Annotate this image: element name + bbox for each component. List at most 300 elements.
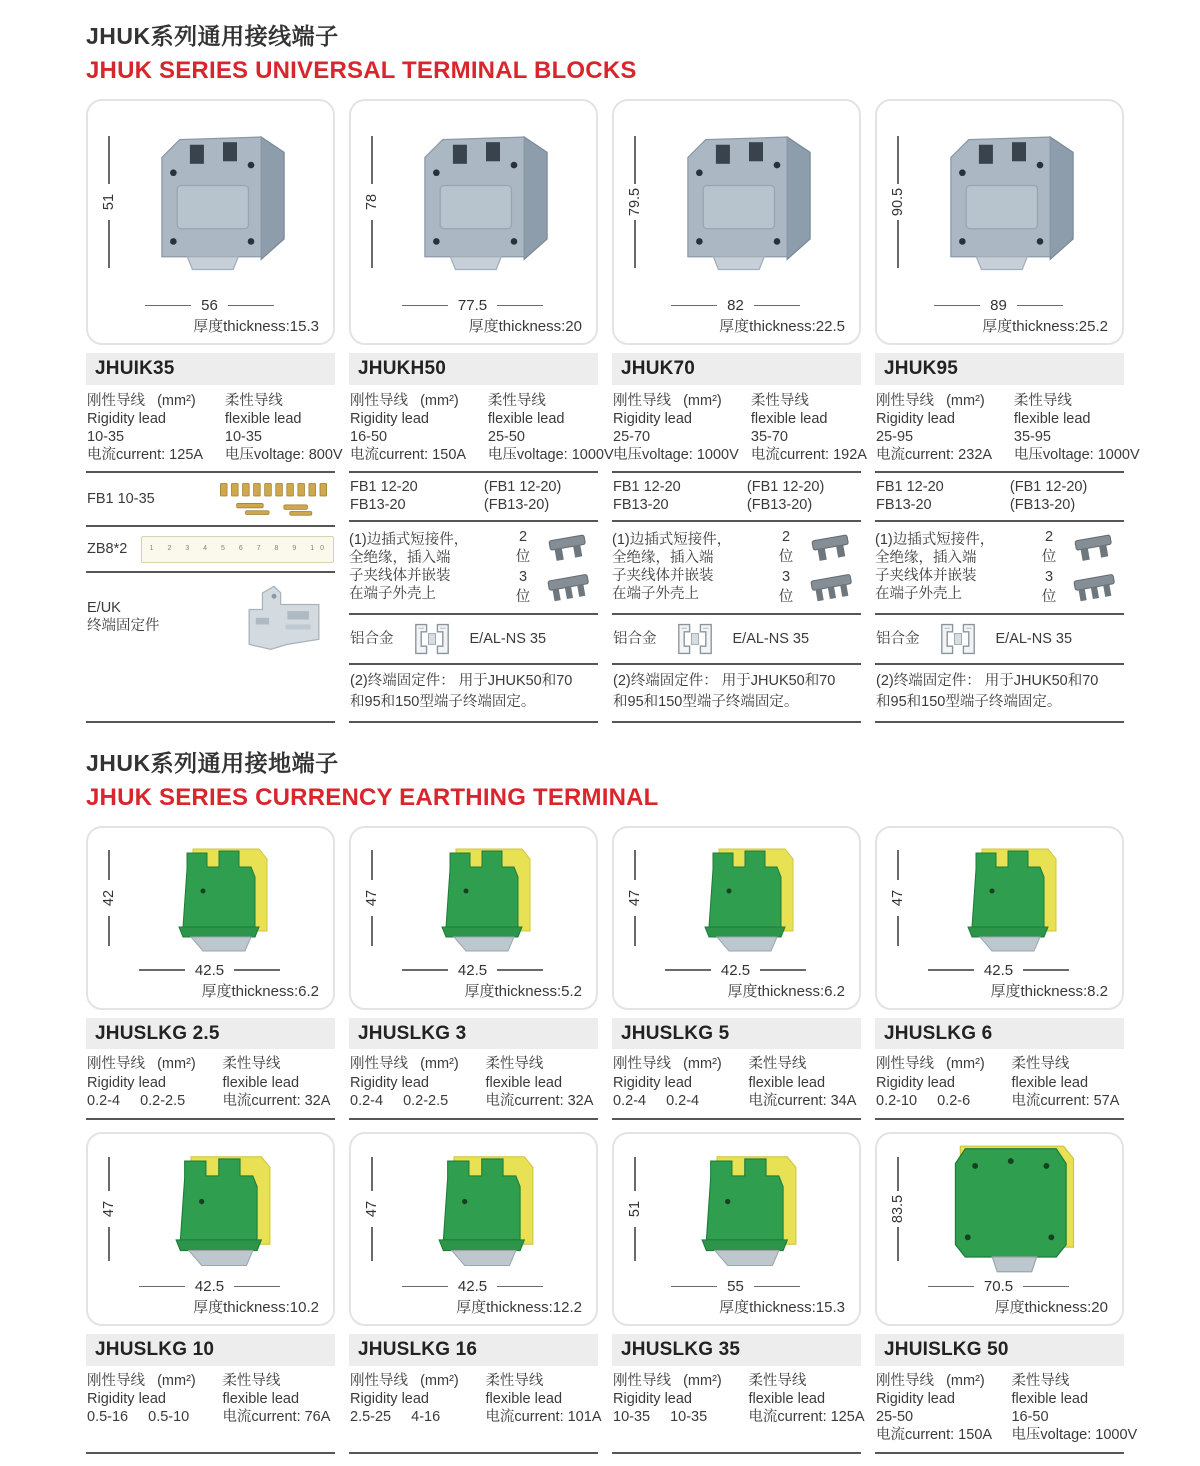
fb-code: FB1 12-20 bbox=[350, 479, 418, 496]
rigid-lead-col bbox=[87, 392, 221, 465]
dimension-line bbox=[108, 136, 110, 184]
height-dimension bbox=[96, 1157, 122, 1261]
rigid-lead-col: 刚性导线 (mm²) Rigidity lead 0.2-4 0.2-2.5 bbox=[350, 1056, 459, 1109]
dimension-line bbox=[371, 916, 373, 946]
voltage-rating: 电压voltage: 1000V bbox=[613, 447, 739, 464]
lead-specs bbox=[349, 1049, 598, 1117]
spec-table-jhuslkg35 bbox=[612, 1334, 865, 1454]
lead-specs bbox=[349, 1366, 602, 1434]
alloy-code: E/AL-NS 35 bbox=[732, 630, 810, 647]
jumper-3pole-icon bbox=[1071, 571, 1119, 603]
height-value: 42 bbox=[100, 889, 117, 906]
fb-code: FB1 12-20 bbox=[613, 479, 681, 496]
lead-specs bbox=[349, 385, 614, 472]
current-rating: 电流current: 232A bbox=[876, 447, 993, 464]
alloy-code: E/AL-NS 35 bbox=[995, 630, 1073, 647]
flex-range: 10-35 bbox=[670, 1408, 708, 1425]
dimension-line bbox=[934, 305, 980, 307]
section-universal bbox=[86, 18, 1140, 723]
voltage-rating: 电压voltage: 1000V bbox=[1013, 447, 1140, 464]
width-dimension bbox=[359, 1278, 586, 1295]
height-dimension bbox=[359, 1157, 385, 1261]
height-dimension bbox=[359, 850, 385, 946]
lead-specs bbox=[875, 385, 1140, 472]
lead-specs bbox=[612, 1049, 861, 1117]
product-image-card-jhuslkg10 bbox=[86, 1132, 335, 1326]
rigid-lead-cn: 刚性导线 bbox=[613, 392, 671, 409]
fb-code: FB13-20 bbox=[876, 497, 932, 514]
height-dimension bbox=[622, 1157, 648, 1261]
fb-code: (FB13-20) bbox=[746, 497, 813, 514]
dimension-line bbox=[897, 916, 899, 946]
dimension-line bbox=[145, 305, 191, 307]
dimension-line bbox=[1017, 305, 1063, 307]
flex-range: 0.5-10 bbox=[148, 1408, 190, 1425]
rigid-range: 10-35 bbox=[87, 429, 125, 445]
dimension-line bbox=[402, 969, 448, 971]
fb-right bbox=[484, 478, 598, 514]
rigid-lead-col: 刚性导线 (mm²) Rigidity lead 2.5-25 4-16 bbox=[350, 1372, 459, 1425]
zb8-accessory-row bbox=[86, 527, 335, 571]
rigid-lead-col bbox=[876, 392, 1010, 465]
fb-accessory-row bbox=[349, 473, 598, 519]
height-value: 47 bbox=[363, 1200, 380, 1217]
bridge-qty: 2 位 3 位 bbox=[1041, 528, 1057, 606]
dimension-line bbox=[634, 850, 636, 880]
fb-right bbox=[747, 478, 861, 514]
flex-range: 25-50 bbox=[487, 429, 525, 445]
unit-label: (mm²) bbox=[946, 392, 985, 409]
width-value: 70.5 bbox=[983, 1277, 1014, 1295]
alloy-row bbox=[875, 615, 1124, 663]
flex-lead-col bbox=[1013, 392, 1140, 465]
fb-code: (FB1 12-20) bbox=[483, 479, 562, 496]
height-value: 47 bbox=[889, 889, 906, 906]
jumper-2pole-icon bbox=[545, 531, 593, 563]
flex-range: 16-50 bbox=[1011, 1408, 1049, 1425]
rail-clamp-icon bbox=[932, 621, 984, 657]
rigid-lead-en: Rigidity lead bbox=[876, 410, 955, 427]
dimension-line bbox=[234, 969, 280, 971]
dimension-line bbox=[760, 969, 806, 971]
flex-lead-col bbox=[487, 392, 614, 465]
lead-specs bbox=[86, 1366, 335, 1434]
height-value: 79.5 bbox=[627, 187, 644, 217]
alloy-label: 铝合金 bbox=[876, 630, 920, 647]
height-dimension bbox=[622, 850, 648, 946]
flex-lead-cn: 柔性导线 bbox=[487, 392, 546, 409]
lead-specs bbox=[86, 1049, 335, 1117]
euk-code: E/UK bbox=[87, 600, 121, 617]
model-name: JHUSLKG 35 bbox=[612, 1334, 861, 1366]
height-dimension bbox=[359, 136, 385, 268]
jumper-pins-image bbox=[216, 479, 334, 519]
model-name: JHUK95 bbox=[875, 353, 1124, 385]
current-rating: 电流current: 192A bbox=[750, 447, 867, 464]
earth-terminal-image bbox=[683, 837, 815, 959]
flex-range: 0.2-4 bbox=[666, 1092, 700, 1109]
rigid-lead-cn: 刚性导线 bbox=[87, 392, 145, 409]
fb-accessory-row bbox=[612, 473, 861, 519]
spec-table-jhuk95 bbox=[875, 353, 1140, 723]
dimension-line bbox=[497, 1286, 543, 1288]
dimension-line bbox=[928, 969, 974, 971]
product-image-card-jhukh50 bbox=[349, 99, 598, 345]
product-image-card-jhuslkg35 bbox=[612, 1132, 861, 1326]
end-fixing-note: (2)终端固定件： 用于JHUK50和70 和95和150型端子终端固定。 bbox=[613, 672, 836, 710]
spec-table-jhuslkg10 bbox=[86, 1334, 335, 1454]
rigid-range: 2.5-25 bbox=[350, 1408, 392, 1425]
dimension-line bbox=[234, 1286, 280, 1288]
dimension-line bbox=[634, 1227, 636, 1261]
alloy-row bbox=[612, 615, 861, 663]
rigid-lead-col: 刚性导线 (mm²) Rigidity lead 0.2-4 0.2-4 bbox=[613, 1056, 722, 1109]
earth-terminal-image bbox=[946, 837, 1078, 959]
width-value: 42.5 bbox=[457, 961, 488, 979]
spec-table-jhuk70 bbox=[612, 353, 867, 723]
current-rating: 电流current: 125A bbox=[87, 447, 204, 464]
width-value: 56 bbox=[201, 297, 218, 314]
width-dimension bbox=[885, 297, 1112, 314]
flex-lead-en: flexible lead bbox=[487, 410, 565, 427]
model-name: JHUK70 bbox=[612, 353, 861, 385]
fb-left bbox=[613, 478, 747, 514]
height-value: 90.5 bbox=[890, 187, 907, 217]
rigid-lead-col: 刚性导线 (mm²) Rigidity lead 0.2-10 0.2-6 bbox=[876, 1056, 985, 1109]
width-value: 42.5 bbox=[194, 1277, 225, 1295]
thickness-label: 厚度thickness:5.2 bbox=[464, 982, 582, 1000]
dimension-line bbox=[634, 1157, 636, 1191]
rigid-lead-col bbox=[350, 392, 484, 465]
bridge-note: (1)边插式短接件， 全绝缘，插入端 子夹线体并嵌装 在端子外壳上 bbox=[612, 531, 732, 603]
height-value: 47 bbox=[626, 889, 643, 906]
width-dimension bbox=[96, 1278, 323, 1295]
flex-lead-en: flexible lead bbox=[1013, 410, 1091, 427]
flex-lead-cn: 柔性导线 bbox=[224, 392, 283, 409]
width-dimension bbox=[622, 962, 849, 979]
width-dimension bbox=[96, 297, 323, 314]
universal-image-row bbox=[86, 99, 1124, 345]
model-name: JHUSLKG 5 bbox=[612, 1018, 861, 1050]
bridge-icons bbox=[1066, 531, 1124, 603]
height-dimension bbox=[885, 850, 911, 946]
bridge-qty: 2 位 3 位 bbox=[778, 528, 794, 606]
dimension-line bbox=[634, 916, 636, 946]
spec-table-jhuik35 bbox=[86, 353, 343, 723]
bridge-qty: 2 位 3 位 bbox=[515, 528, 531, 606]
flex-range: 35-95 bbox=[1013, 429, 1051, 445]
width-dimension bbox=[96, 962, 323, 979]
section2-title-en: JHUK SERIES CURRENCY EARTHING TERMINAL bbox=[86, 783, 659, 811]
rigid-lead-col: 刚性导线 (mm²) Rigidity lead 0.2-4 0.2-2.5 bbox=[87, 1056, 196, 1109]
marker-strip-image: 1 2 3 4 5 6 7 8 9 10 bbox=[141, 536, 334, 563]
width-value: 55 bbox=[727, 1277, 744, 1295]
rigid-range: 0.5-16 bbox=[87, 1408, 129, 1425]
thickness-label: 厚度thickness:8.2 bbox=[990, 982, 1108, 1000]
jumper-2pole-icon bbox=[808, 531, 856, 563]
dimension-line bbox=[897, 220, 899, 268]
fb-code: FB13-20 bbox=[350, 497, 406, 514]
fb1-label: FB1 10-35 bbox=[87, 491, 155, 508]
rail-clamp-icon bbox=[406, 621, 458, 657]
zb8-label: ZB8*2 bbox=[87, 541, 128, 558]
fb1-accessory-row bbox=[86, 473, 335, 525]
spec-table-jhuslkg16 bbox=[349, 1334, 602, 1454]
rail-clamp-icon bbox=[669, 621, 721, 657]
rigid-range: 25-95 bbox=[876, 429, 914, 445]
dimension-line bbox=[665, 969, 711, 971]
height-value: 47 bbox=[100, 1200, 117, 1217]
thickness-label: 厚度thickness:22.5 bbox=[719, 318, 845, 335]
spec-table-jhuslkg3 bbox=[349, 1018, 598, 1120]
alloy-row bbox=[349, 615, 598, 663]
flex-range: 4-16 bbox=[411, 1408, 441, 1425]
flex-lead-col: 柔性导线 flexible lead 电流current: 76A bbox=[222, 1372, 339, 1426]
flex-lead-en: flexible lead bbox=[224, 410, 302, 427]
fb-code: (FB13-20) bbox=[1009, 497, 1076, 514]
alloy-code: E/AL-NS 35 bbox=[469, 630, 547, 647]
rigid-range: 25-70 bbox=[613, 429, 651, 445]
width-dimension bbox=[885, 962, 1112, 979]
width-value: 77.5 bbox=[457, 297, 488, 314]
rigid-lead-cn: 刚性导线 bbox=[876, 392, 934, 409]
dimension-line bbox=[634, 136, 636, 184]
thickness-label: 厚度thickness:25.2 bbox=[982, 318, 1108, 335]
height-dimension bbox=[96, 850, 122, 946]
current-rating: 电流current: 150A bbox=[876, 1426, 993, 1443]
current-rating: 电流current: 101A bbox=[485, 1408, 602, 1425]
terminal-block-image bbox=[928, 124, 1096, 280]
thickness-label: 厚度thickness:12.2 bbox=[456, 1298, 582, 1316]
width-value: 89 bbox=[990, 297, 1007, 314]
thickness-label: 厚度thickness:15.3 bbox=[719, 1298, 845, 1316]
dimension-line bbox=[371, 220, 373, 268]
dimension-line bbox=[497, 969, 543, 971]
bridge-note: (1)边插式短接件， 全绝缘，插入端 子夹线体并嵌装 在端子外壳上 bbox=[875, 531, 995, 603]
dimension-line bbox=[108, 850, 110, 880]
model-name: JHUSLKG 16 bbox=[349, 1334, 598, 1366]
product-image-card-jhuslkg16 bbox=[349, 1132, 598, 1326]
earth-terminal-image bbox=[678, 1144, 820, 1274]
terminal-block-image bbox=[402, 124, 570, 280]
dimension-line bbox=[1023, 1286, 1069, 1288]
flex-lead-col: 柔性导线 flexible lead 16-50 电压voltage: 1000V bbox=[1011, 1372, 1138, 1443]
flex-range: 0.2-6 bbox=[937, 1092, 971, 1109]
dimension-line bbox=[108, 1157, 110, 1191]
width-dimension bbox=[622, 1278, 849, 1295]
dimension-line bbox=[139, 969, 185, 971]
model-name: JHUKH50 bbox=[349, 353, 598, 385]
width-dimension bbox=[359, 297, 586, 314]
section-earthing bbox=[86, 745, 1138, 1454]
height-dimension bbox=[885, 1157, 911, 1261]
current-rating: 电流current: 57A bbox=[1011, 1092, 1120, 1109]
dimension-line bbox=[371, 1157, 373, 1191]
lead-specs bbox=[875, 1366, 1138, 1453]
dimension-line bbox=[754, 305, 800, 307]
width-value: 82 bbox=[727, 297, 744, 314]
section1-title-en: JHUK SERIES UNIVERSAL TERMINAL BLOCKS bbox=[86, 57, 637, 84]
flex-range: 0.2-2.5 bbox=[403, 1092, 449, 1109]
height-value: 78 bbox=[363, 193, 380, 211]
flex-lead-en: flexible lead bbox=[750, 410, 828, 427]
unit-label: (mm²) bbox=[420, 392, 459, 409]
rigid-lead-col: 刚性导线 (mm²) Rigidity lead 25-50 电流current: 150A bbox=[876, 1372, 1007, 1445]
width-value: 42.5 bbox=[194, 961, 225, 979]
euk-label bbox=[87, 599, 160, 635]
dimension-line bbox=[139, 1286, 185, 1288]
height-dimension bbox=[622, 136, 648, 268]
height-value: 47 bbox=[363, 889, 380, 906]
flex-range: 0.2-2.5 bbox=[140, 1092, 186, 1109]
thickness-label: 厚度thickness:10.2 bbox=[193, 1298, 319, 1316]
thickness-label: 厚度thickness:6.2 bbox=[727, 982, 845, 1000]
dimension-line bbox=[371, 1227, 373, 1261]
lead-specs bbox=[612, 385, 867, 472]
model-name: JHUSLKG 2.5 bbox=[86, 1018, 335, 1050]
section1-title-cn: JHUK系列通用接线端子 bbox=[86, 23, 339, 49]
voltage-rating: 电压voltage: 800V bbox=[224, 447, 343, 464]
dimension-line bbox=[897, 1227, 899, 1261]
rigid-lead-en: Rigidity lead bbox=[613, 410, 692, 427]
dimension-line bbox=[371, 136, 373, 184]
spec-table-jhuslkg6 bbox=[875, 1018, 1124, 1120]
height-value: 51 bbox=[100, 193, 117, 211]
unit-label: (mm²) bbox=[683, 392, 722, 409]
dimension-line bbox=[108, 916, 110, 946]
height-dimension bbox=[885, 136, 911, 268]
spec-table-jhuslkg5 bbox=[612, 1018, 861, 1120]
rigid-lead-col bbox=[613, 392, 747, 465]
dimension-line bbox=[671, 305, 717, 307]
dimension-line bbox=[371, 850, 373, 880]
earthing-spec-row-1 bbox=[86, 1018, 1124, 1120]
current-rating: 电流current: 76A bbox=[222, 1408, 331, 1425]
flex-lead-col: 柔性导线 flexible lead 电流current: 57A bbox=[1011, 1055, 1128, 1109]
product-image-card-jhuk95 bbox=[875, 99, 1124, 345]
current-rating: 电流current: 125A bbox=[748, 1408, 865, 1425]
euk-accessory-row bbox=[86, 573, 335, 661]
earth-terminal-image bbox=[157, 837, 289, 959]
jumper-2pole-icon bbox=[1071, 531, 1119, 563]
bridge-icons bbox=[803, 531, 861, 603]
product-image-card-jhuik35 bbox=[86, 99, 335, 345]
dimension-line bbox=[402, 1286, 448, 1288]
rigid-lead-en: Rigidity lead bbox=[87, 410, 166, 427]
rigid-lead-col: 刚性导线 (mm²) Rigidity lead 10-35 10-35 bbox=[613, 1372, 722, 1425]
height-dimension bbox=[96, 136, 122, 268]
width-dimension bbox=[622, 297, 849, 314]
fb-code: FB1 12-20 bbox=[876, 479, 944, 496]
width-value: 42.5 bbox=[983, 961, 1014, 979]
width-dimension bbox=[885, 1278, 1112, 1295]
fb-code: (FB1 12-20) bbox=[746, 479, 825, 496]
alloy-label: 铝合金 bbox=[350, 630, 394, 647]
earth-terminal-image bbox=[420, 837, 552, 959]
rigid-range: 25-50 bbox=[876, 1408, 914, 1425]
rigid-range: 0.2-10 bbox=[876, 1092, 918, 1109]
earthing-image-row-1 bbox=[86, 826, 1124, 1010]
dimension-line bbox=[897, 850, 899, 880]
rigid-range: 0.2-4 bbox=[87, 1092, 121, 1109]
flex-lead-col: 柔性导线 flexible lead 电流current: 32A bbox=[222, 1055, 339, 1109]
dimension-line bbox=[754, 1286, 800, 1288]
earth-terminal-image bbox=[415, 1144, 557, 1274]
model-name: JHUSLKG 6 bbox=[875, 1018, 1124, 1050]
end-bracket-image bbox=[234, 578, 334, 656]
flex-range: 10-35 bbox=[224, 429, 262, 445]
alloy-label: 铝合金 bbox=[613, 630, 657, 647]
model-name: JHUISLKG 50 bbox=[875, 1334, 1124, 1366]
flex-lead-col bbox=[224, 392, 343, 465]
thickness-label: 厚度thickness:20 bbox=[994, 1298, 1108, 1316]
current-rating: 电流current: 32A bbox=[222, 1092, 331, 1109]
spec-table-jhuslkg25 bbox=[86, 1018, 335, 1120]
jumper-3pole-icon bbox=[545, 571, 593, 603]
flex-lead-cn: 柔性导线 bbox=[1013, 392, 1072, 409]
width-value: 42.5 bbox=[720, 961, 751, 979]
section2-title-cn: JHUK系列通用接地端子 bbox=[86, 749, 339, 776]
flex-lead-col bbox=[751, 392, 865, 465]
unit-label: (mm²) bbox=[157, 392, 196, 409]
fb-code: (FB13-20) bbox=[483, 497, 550, 514]
bridge-icons bbox=[540, 531, 598, 603]
model-name: JHUIK35 bbox=[86, 353, 335, 385]
thickness-label: 厚度thickness:6.2 bbox=[201, 982, 319, 1000]
product-image-card-jhuslkg6 bbox=[875, 826, 1124, 1010]
end-fixing-note: (2)终端固定件： 用于JHUK50和70 和95和150型端子终端固定。 bbox=[876, 672, 1099, 710]
fb-code: FB13-20 bbox=[613, 497, 669, 514]
euk-desc: 终端固定件 bbox=[87, 618, 160, 635]
lead-specs bbox=[612, 1366, 865, 1434]
voltage-rating: 电压voltage: 1000V bbox=[487, 447, 614, 464]
dimension-line bbox=[671, 1286, 717, 1288]
dimension-line bbox=[1023, 969, 1069, 971]
current-rating: 电流current: 150A bbox=[350, 447, 467, 464]
product-image-card-jhuslkg5 bbox=[612, 826, 861, 1010]
current-rating: 电流current: 32A bbox=[485, 1092, 594, 1109]
flex-lead-col: 柔性导线 flexible lead 电流current: 32A bbox=[485, 1055, 602, 1109]
terminal-block-image bbox=[139, 124, 307, 280]
product-image-card-jhuslkg3 bbox=[349, 826, 598, 1010]
dimension-line bbox=[634, 220, 636, 268]
bridge-row bbox=[349, 522, 598, 613]
dimension-line bbox=[897, 136, 899, 184]
jumper-3pole-icon bbox=[808, 571, 856, 603]
fb-code: (FB1 12-20) bbox=[1009, 479, 1088, 496]
rigid-lead-col: 刚性导线 (mm²) Rigidity lead 0.5-16 0.5-10 bbox=[87, 1372, 196, 1425]
flex-lead-col: 柔性导线 flexible lead 电流current: 34A bbox=[748, 1055, 865, 1109]
fb-right bbox=[1010, 478, 1124, 514]
earthing-spec-row-2 bbox=[86, 1334, 1138, 1454]
product-image-card-jhuslkg25 bbox=[86, 826, 335, 1010]
end-fixing-note: (2)终端固定件： 用于JHUK50和70 和95和150型端子终端固定。 bbox=[350, 672, 573, 710]
flex-range: 35-70 bbox=[750, 429, 788, 445]
width-dimension bbox=[359, 962, 586, 979]
earth-terminal-image bbox=[930, 1134, 1094, 1284]
current-rating: 电流current: 34A bbox=[748, 1092, 857, 1109]
flex-lead-cn: 柔性导线 bbox=[750, 392, 809, 409]
lead-specs bbox=[86, 385, 343, 472]
rigid-lead-en: Rigidity lead bbox=[350, 410, 429, 427]
fb-accessory-row bbox=[875, 473, 1124, 519]
dimension-line bbox=[897, 1157, 899, 1191]
thickness-label: 厚度thickness:20 bbox=[468, 318, 582, 335]
height-value: 83.5 bbox=[890, 1194, 907, 1223]
dimension-line bbox=[108, 220, 110, 268]
flex-lead-col: 柔性导线 flexible lead 电流current: 101A bbox=[485, 1372, 602, 1425]
dimension-line bbox=[928, 1286, 974, 1288]
